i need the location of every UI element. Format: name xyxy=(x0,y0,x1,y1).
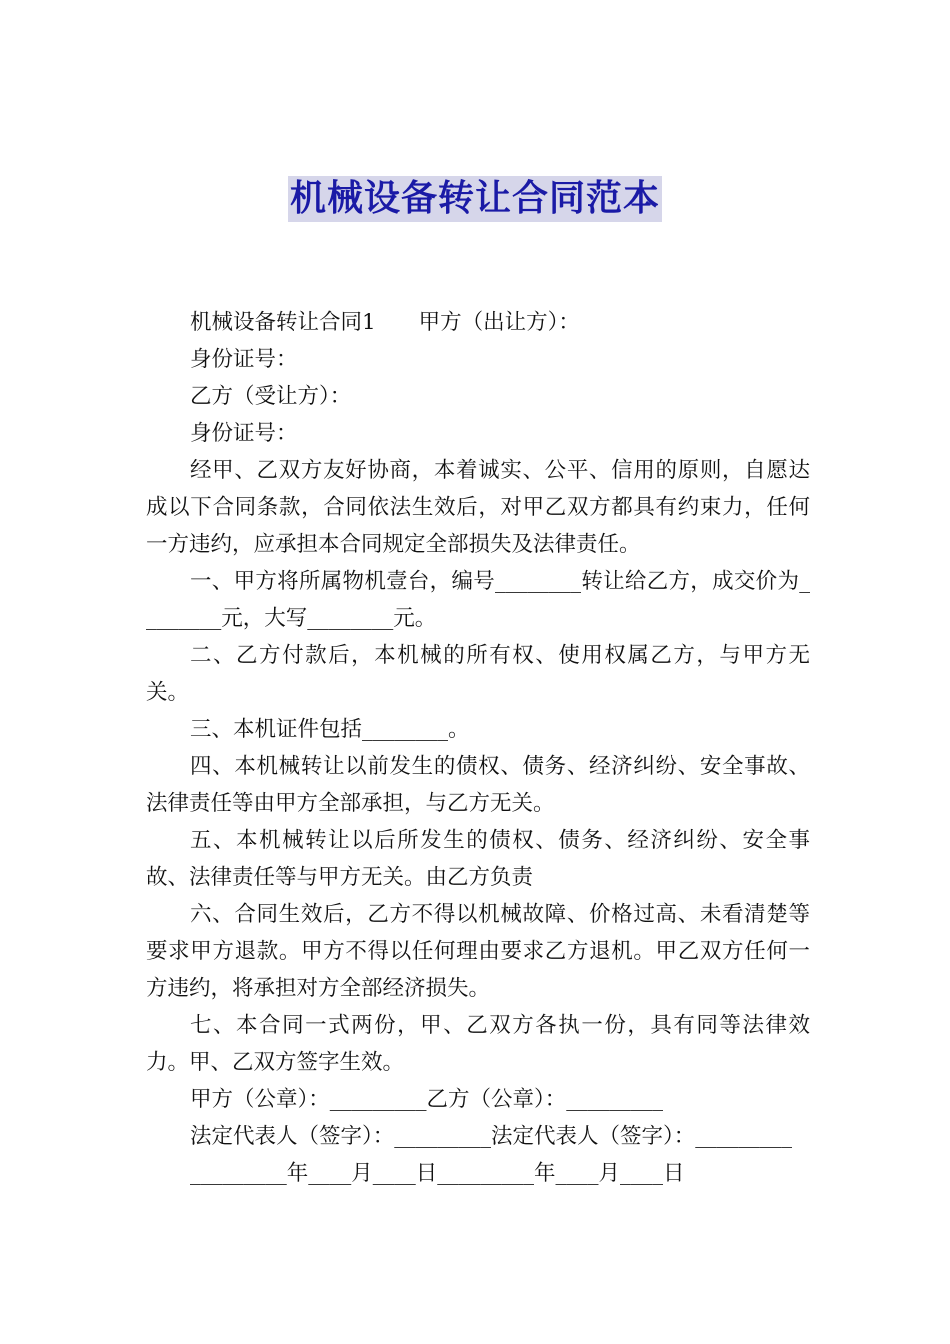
signature-representative-line: 法定代表人（签字）：_________法定代表人（签字）：_________ xyxy=(190,1124,793,1149)
clause-3: 三、本机证件包括________。 xyxy=(190,717,470,742)
preamble-paragraph: 经甲、乙双方友好协商，本着诚实、公平、信用的原则，自愿达成以下合同条款，合同依法生效后，对甲乙双方都具有约束力，任何一方违约，应承担本合同规定全部损失及法律责任。 xyxy=(146,458,810,557)
clause-5: 五、本机械转让以后所发生的债权、债务、经济纠纷、安全事故、法律责任等与甲方无关。由乙方负责 xyxy=(146,828,810,890)
title-container xyxy=(0,176,950,222)
clause-1: 一、甲方将所属物机壹台，编号________转让给乙方，成交价为________元，大写________元。 xyxy=(146,569,810,631)
party-a-id-line: 身份证号： xyxy=(190,347,298,372)
clause-2: 二、乙方付款后，本机械的所有权、使用权属乙方，与甲方无关。 xyxy=(146,643,810,705)
clause-4: 四、本机械转让以前发生的债权、债务、经济纠纷、安全事故、法律责任等由甲方全部承担，与乙方无关。 xyxy=(146,754,810,816)
clause-6: 六、合同生效后，乙方不得以机械故障、价格过高、未看清楚等要求甲方退款。甲方不得以任何理由要求乙方退机。甲乙双方任何一方违约，将承担对方全部经济损失。 xyxy=(146,902,810,1001)
contract-heading-party-a: 机械设备转让合同1 甲方（出让方）： xyxy=(190,310,580,335)
signature-date-line: _________年____月____日_________年____月____日 xyxy=(190,1161,685,1186)
party-b-line: 乙方（受让方）： xyxy=(190,384,352,409)
party-b-id-line: 身份证号： xyxy=(190,421,298,446)
signature-seal-line: 甲方（公章）：_________乙方（公章）：_________ xyxy=(190,1087,664,1112)
document-body xyxy=(146,304,810,1192)
clause-7: 七、本合同一式两份，甲、乙双方各执一份，具有同等法律效力。甲、乙双方签字生效。 xyxy=(146,1013,810,1075)
document-title: 机械设备转让合同范本 xyxy=(288,176,662,222)
